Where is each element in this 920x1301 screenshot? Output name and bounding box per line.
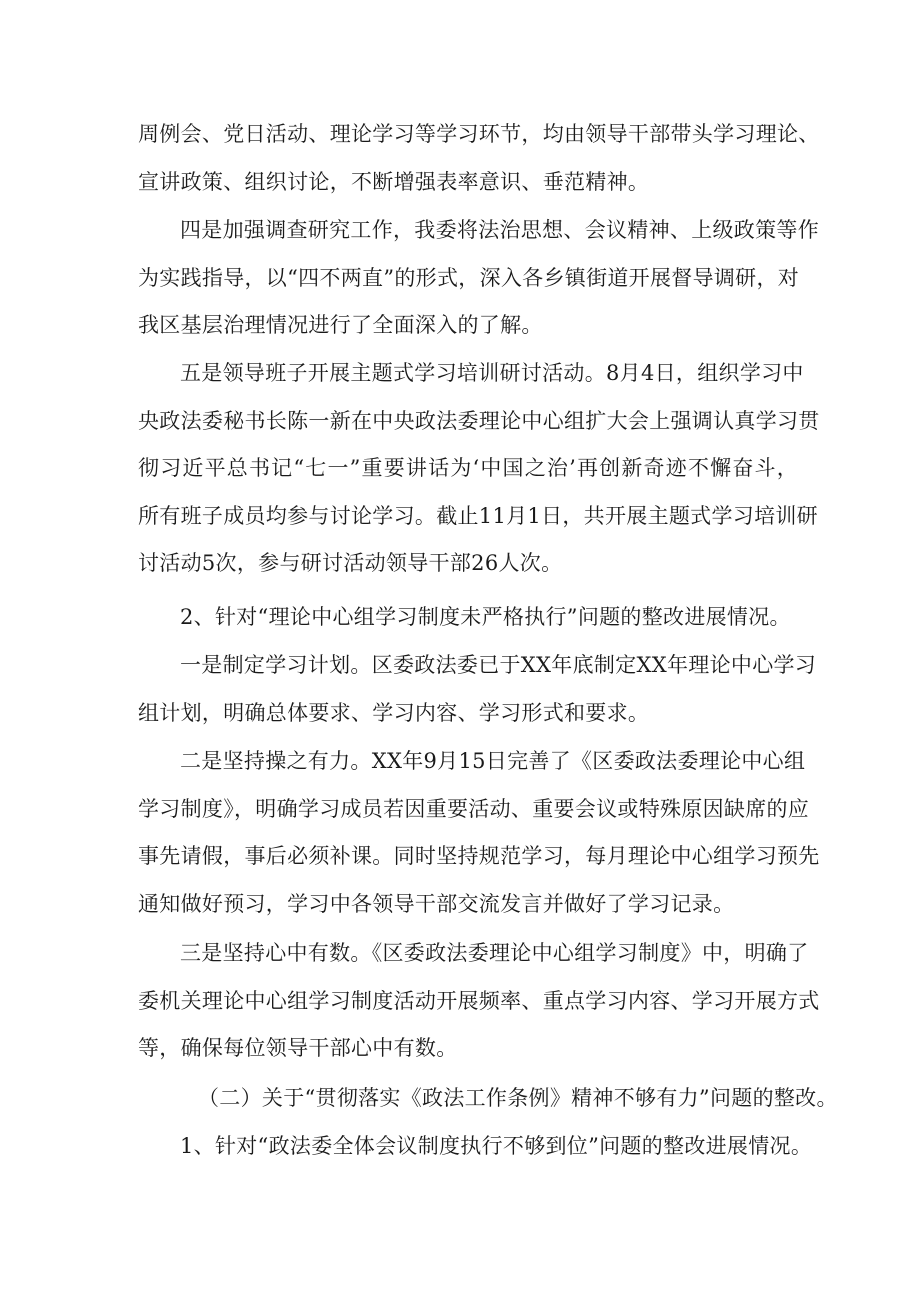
text-line: 讨活动5次，参与研讨活动领导干部26人次。 (138, 551, 563, 575)
text-line: 组计划，明确总体要求、学习内容、学习形式和要求。 (138, 700, 650, 725)
text-line: 一是制定学习计划。区委政法委已于XX年底制定XX年理论中心学习 (180, 653, 817, 677)
paragraph-weekly-meetings (138, 111, 820, 206)
text-line: 1、针对“政法委全体会议制度执行不够到位”问题的整改进展情况。 (180, 1134, 813, 1158)
paragraph-themed-study (138, 350, 820, 588)
text-line: 通知做好预习，学习中各领导干部交流发言并做好了学习记录。 (138, 891, 735, 916)
text-line: 周例会、党日活动、理论学习等学习环节，均由领导干部带头学习理论、 (138, 122, 820, 146)
text-line: 二是坚持操之有力。XX年9月15日完善了《区委政法委理论中心组 (180, 749, 806, 773)
paragraph-clear-mind (138, 930, 820, 1073)
text-line: 等，确保每位领导干部心中有数。 (138, 1036, 458, 1060)
text-line: 五是领导班子开展主题式学习培训研讨活动。8月4日，组织学习中 (180, 361, 804, 385)
text-line: （二）关于“贯彻落实《政法工作条例》精神不够有力”问题的整改。 (198, 1086, 838, 1110)
text-line: 我区基层治理情况进行了全面深入的了解。 (138, 313, 543, 337)
section-heading-1 (138, 1123, 813, 1171)
text-line: 央政法委秘书长陈一新在中央政法委理论中心组扩大会上强调认真学习贯 (138, 408, 820, 433)
text-line: 2、针对“理论中心组学习制度未严格执行”问题的整改进展情况。 (180, 605, 791, 629)
section-heading-2 (138, 594, 798, 642)
paragraph-study-system (138, 738, 820, 928)
paragraph-study-plan (138, 642, 817, 737)
text-line: 委机关理论中心组学习制度活动开展频率、重点学习内容、学习开展方式 (138, 988, 820, 1013)
section-heading-part-2 (138, 1075, 838, 1123)
text-line: 学习制度》，明确学习成员若因重要活动、重要会议或特殊原因缺席的应 (138, 796, 810, 821)
text-line: 彻习近平总书记“七一”重要讲话为‘中国之治’再创新奇迹不懈奋斗， (138, 456, 798, 480)
text-line: 宣讲政策、组织讨论，不断增强表率意识、垂范精神。 (138, 169, 650, 194)
paragraph-research-work (138, 207, 819, 350)
text-line: 为实践指导，以“四不两直”的形式，深入各乡镇街道开展督导调研，对 (138, 265, 800, 290)
text-line: 事先请假，事后必须补课。同时坚持规范学习，每月理论中心组学习预先 (138, 844, 820, 868)
text-line: 四是加强调查研究工作，我委将法治思想、会议精神、上级政策等作 (180, 218, 819, 242)
text-line: 所有班子成员均参与讨论学习。截止11月1日，共开展主题式学习培训研 (138, 503, 818, 528)
text-line: 三是坚持心中有数。《区委政法委理论中心组学习制度》中，明确了 (180, 941, 809, 965)
